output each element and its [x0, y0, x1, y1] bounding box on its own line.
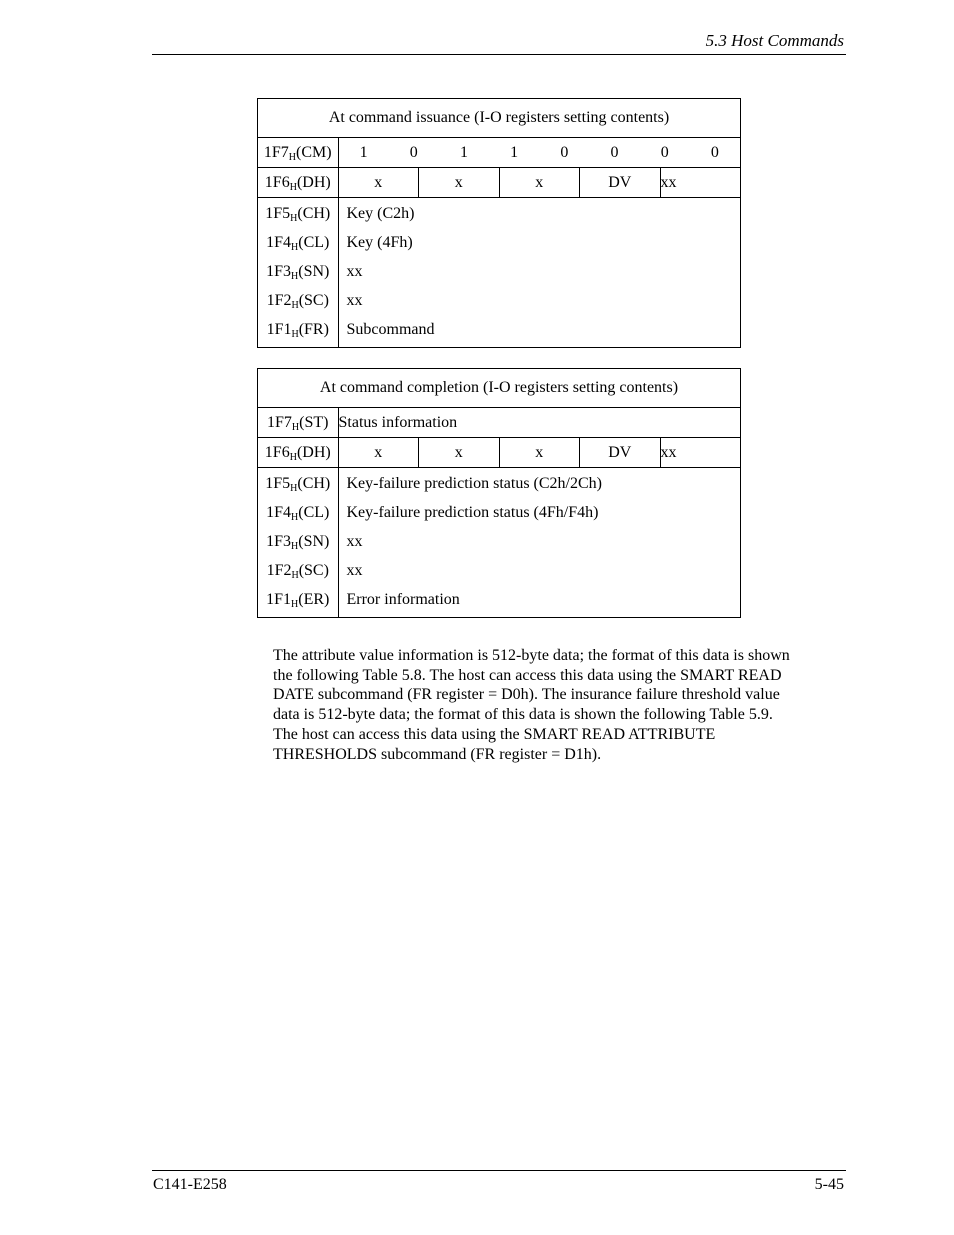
- cm-bit: 1: [359, 143, 368, 161]
- register-values-group: [338, 198, 741, 348]
- register-name-er: $1F1_H(ER)$: [266, 591, 330, 610]
- document-id: C141-E258: [153, 1176, 227, 1193]
- register-value: xx: [346, 562, 363, 579]
- issuance-table-caption: At command issuance (I-O registers setting contents): [258, 99, 741, 138]
- cm-bits: [338, 138, 741, 168]
- register-value: xx: [346, 533, 363, 550]
- register-value: Error information: [346, 591, 460, 608]
- register-name-sn: $1F3_H(SN)$: [266, 533, 330, 552]
- register-name-dh: $1F6_H(DH)$: [258, 168, 339, 198]
- register-name-dh: $1F6_H(DH)$: [258, 438, 339, 468]
- dh-cell-dv: DV: [580, 438, 661, 468]
- running-header: 5.3 Host Commands: [705, 31, 844, 50]
- page-number: 5-45: [814, 1176, 844, 1193]
- body-line: DATE subcommand (FR register = D0h). The insurance failure threshold value: [273, 686, 780, 704]
- cm-bit: 0: [610, 143, 619, 161]
- footer-rule: [152, 1170, 846, 1171]
- register-name-ch: $1F5_H(CH)$: [265, 475, 331, 494]
- cm-bit: 0: [560, 143, 569, 161]
- dh-cell: x: [338, 168, 419, 198]
- register-value: Key (4Fh): [346, 234, 413, 251]
- status-information: Status information: [338, 408, 741, 438]
- body-line: THRESHOLDS subcommand (FR register = D1h).: [273, 745, 602, 763]
- cm-bit: 1: [510, 143, 519, 161]
- register-value: Key (C2h): [346, 205, 415, 222]
- body-line: The host can access this data using the SMART READ ATTRIBUTE: [273, 725, 716, 743]
- dh-cell: x: [419, 168, 500, 198]
- register-name-sc: $1F2_H(SC)$: [266, 292, 329, 311]
- register-name-fr: $1F1_H(FR)$: [266, 321, 329, 340]
- register-value: Subcommand: [346, 321, 435, 338]
- register-name-cm: $1F7_H(CM)$: [258, 138, 339, 168]
- completion-register-table: [257, 368, 741, 618]
- dh-cell: x: [338, 438, 419, 468]
- cm-bit: 0: [710, 143, 719, 161]
- register-name-sn: $1F3_H(SN)$: [266, 263, 330, 282]
- dh-cell-xx: xx: [660, 438, 741, 468]
- body-line: The attribute value information is 512-byte data; the format of this data is shown: [273, 647, 790, 664]
- cm-bit: 1: [459, 143, 468, 161]
- completion-table-caption: At command completion (I-O registers setting contents): [258, 369, 741, 408]
- dh-cell: x: [419, 438, 500, 468]
- register-value: xx: [346, 292, 363, 309]
- body-line: data is 512-byte data; the format of this data is shown the following Table 5.9.: [273, 706, 773, 724]
- register-names-group: [258, 468, 339, 618]
- issuance-register-table: [257, 98, 741, 348]
- dh-cell-dv: DV: [580, 168, 661, 198]
- register-value: Key-failure prediction status (C2h/2Ch): [346, 475, 602, 492]
- register-name-sc: $1F2_H(SC)$: [266, 562, 329, 581]
- register-value: Key-failure prediction status (4Fh/F4h): [346, 504, 599, 521]
- register-value: xx: [346, 263, 363, 280]
- register-name-st: $1F7_H(ST)$: [258, 408, 339, 438]
- register-names-group: [258, 198, 339, 348]
- body-line: the following Table 5.8. The host can access this data using the SMART READ: [273, 666, 782, 684]
- register-name-ch: $1F5_H(CH)$: [265, 205, 331, 224]
- dh-cell-xx: xx: [660, 168, 741, 198]
- register-values-group: [338, 468, 741, 618]
- register-name-cl: $1F4_H(CL)$: [266, 234, 330, 253]
- dh-cell: x: [499, 168, 580, 198]
- header-rule: [152, 54, 846, 55]
- body-paragraph: [273, 646, 833, 764]
- dh-cell: x: [499, 438, 580, 468]
- cm-bit: 0: [660, 143, 669, 161]
- cm-bit: 0: [409, 143, 418, 161]
- register-name-cl: $1F4_H(CL)$: [266, 504, 330, 523]
